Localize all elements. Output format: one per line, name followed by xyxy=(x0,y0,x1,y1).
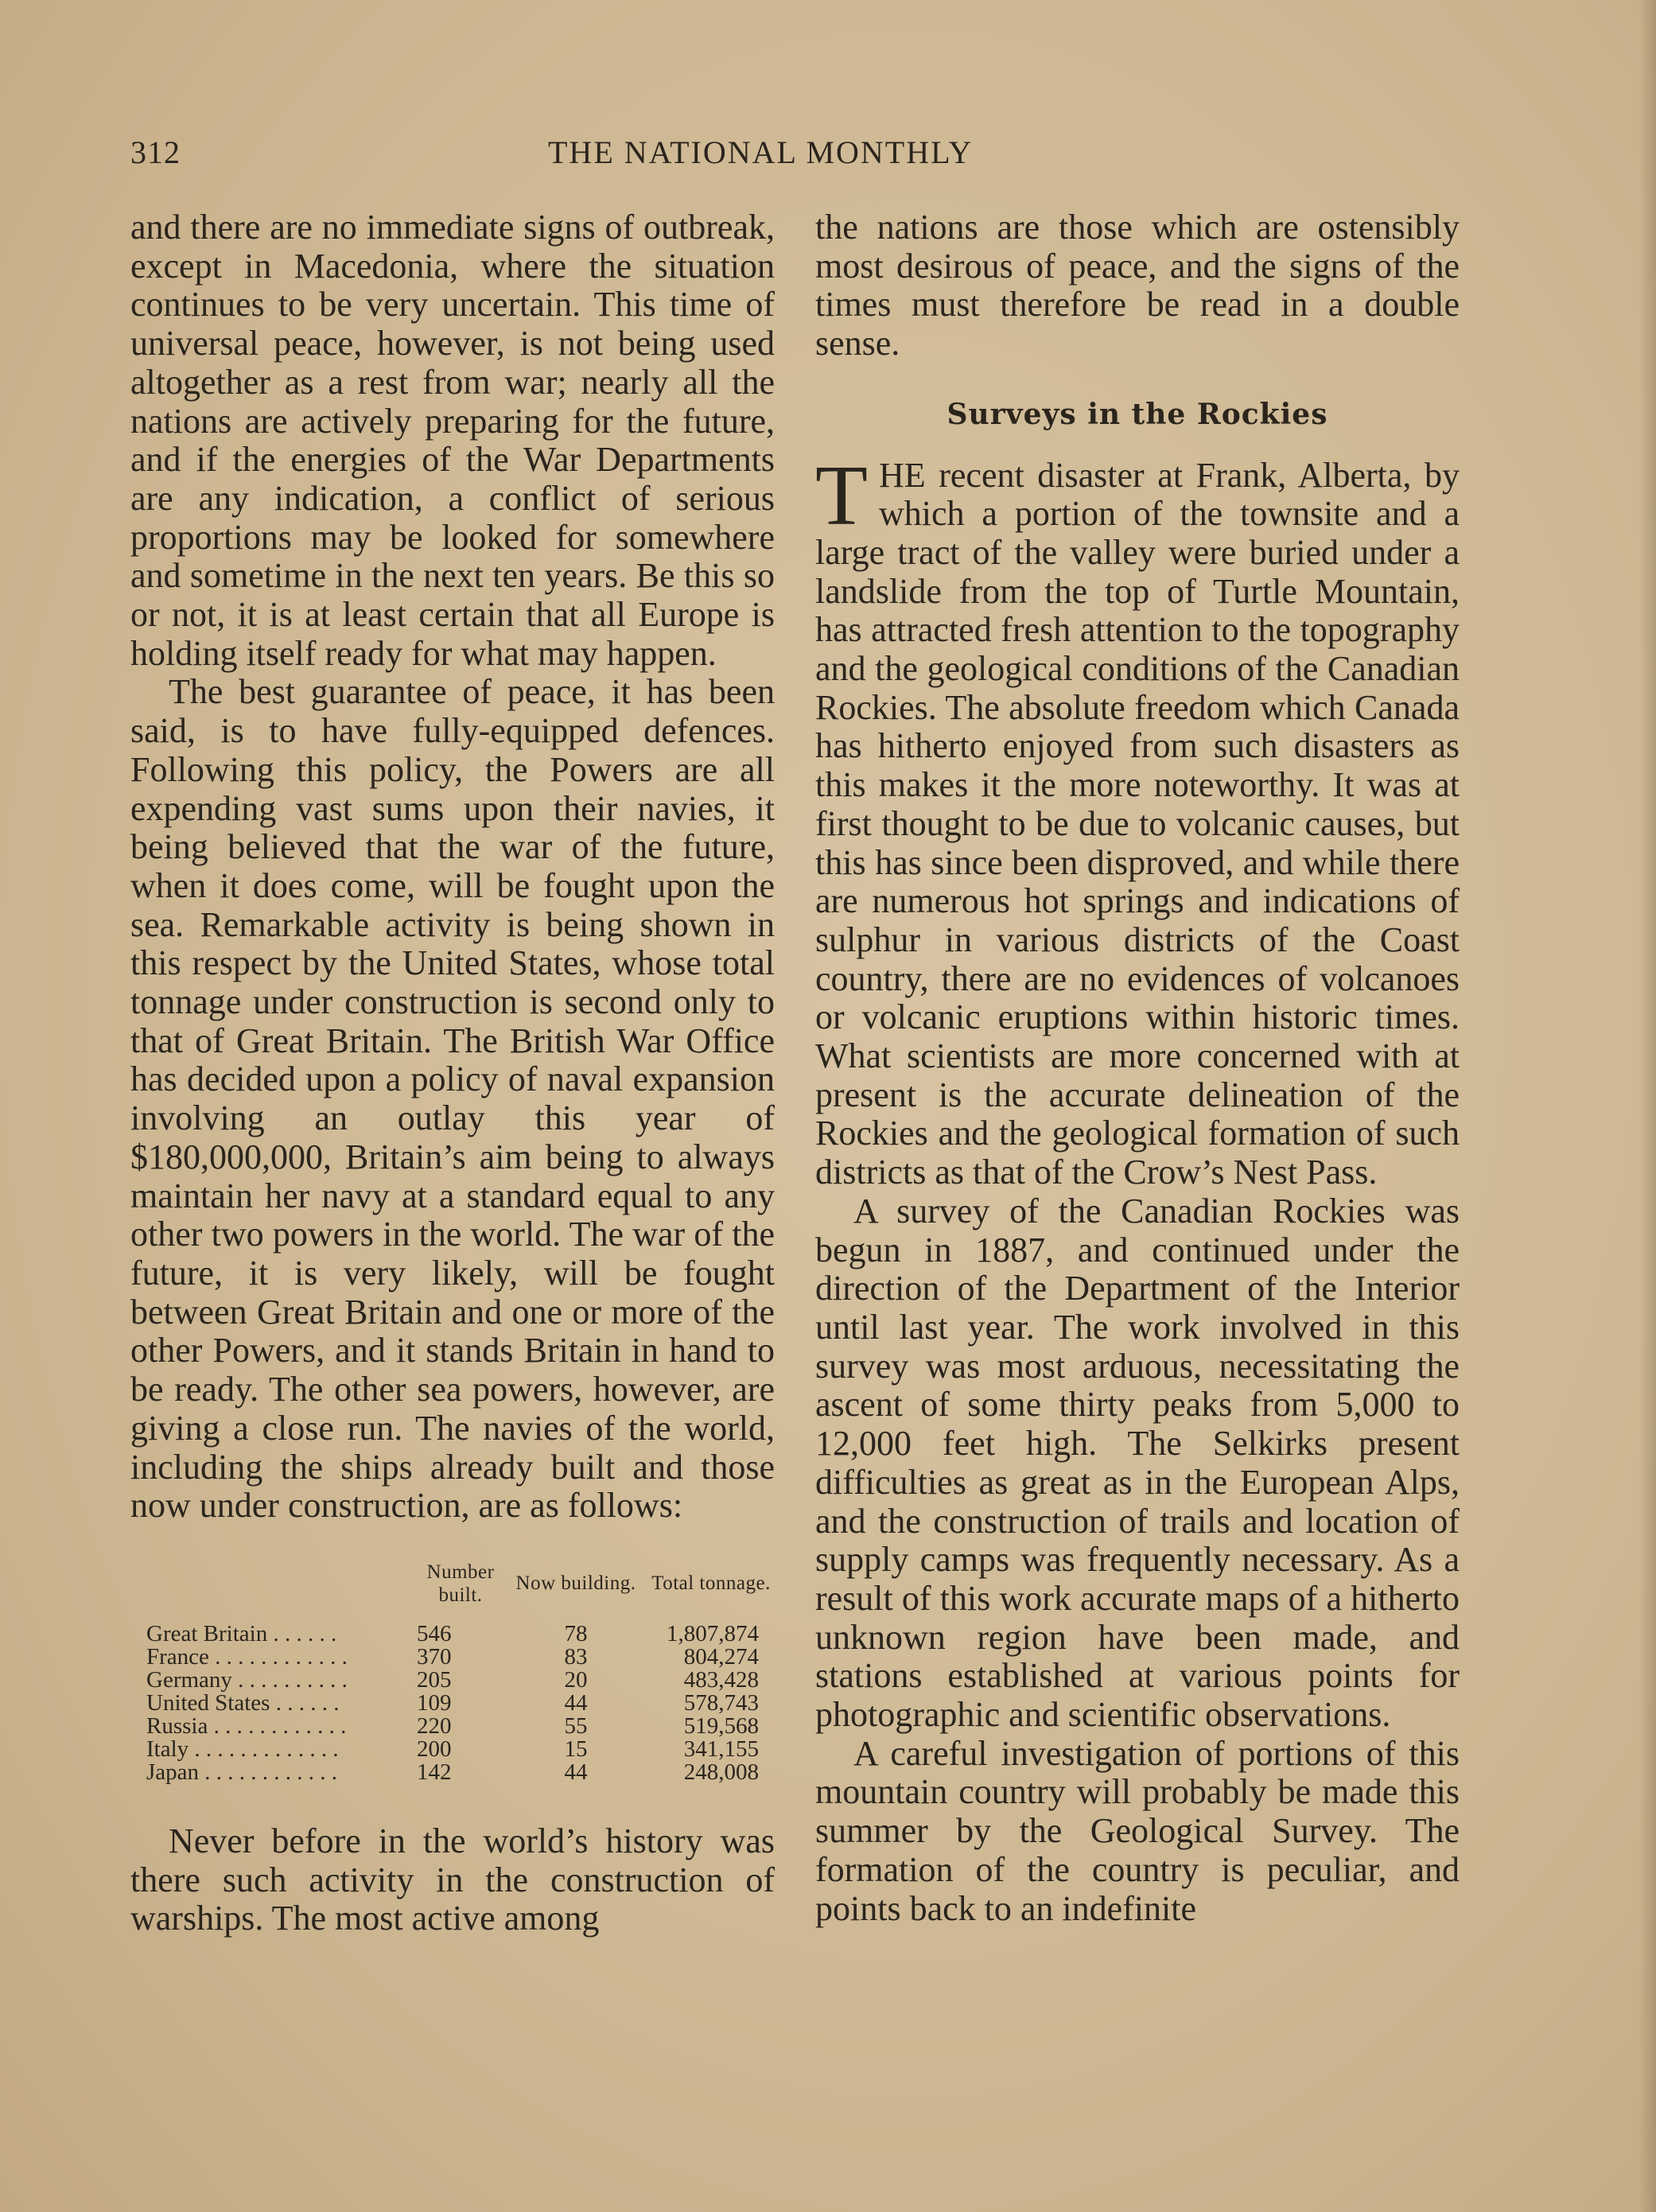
left-column xyxy=(130,208,775,1938)
total-cell: 578,743 xyxy=(683,1689,759,1716)
navies-table xyxy=(130,1561,775,1784)
paragraph-survey-of-rockies: A survey of the Canadian Rockies was begun in 1887, and continued under the direction of the Department of the Interior until last year. The work involved in this survey was most arduous, necessitating the ascent of some thirty peaks from 5,000 to 12,000 feet high. The Selkirks present difficulties as great as in the European Alps, and the construction of trails and location of supply camps was frequently necessary. As a result of this work accurate maps of a hitherto unknown region have been made, and stations established at various points for photographic and scientific observations. xyxy=(815,1191,1460,1735)
total-cell: 519,568 xyxy=(683,1712,759,1739)
built-cell: 109 xyxy=(417,1689,452,1716)
building-cell: 78 xyxy=(564,1620,588,1646)
section-heading-surveys: Surveys in the Rockies xyxy=(947,397,1328,431)
built-cell: 546 xyxy=(417,1620,452,1646)
built-cell: 200 xyxy=(417,1736,452,1762)
total-cell: 804,274 xyxy=(683,1643,759,1670)
table-row xyxy=(130,1761,775,1784)
total-cell: 248,008 xyxy=(683,1759,759,1785)
building-cell: 15 xyxy=(564,1736,588,1762)
table-row xyxy=(130,1646,775,1669)
built-cell: 220 xyxy=(417,1712,452,1739)
page-number: 312 xyxy=(130,134,181,170)
paragraph-never-before: Never before in the world’s history was there such activity in the construction of warships. The most active among xyxy=(130,1821,775,1938)
country-cell: Japan . . . . . . . . . . . . xyxy=(146,1759,338,1785)
table-header-row xyxy=(130,1561,775,1623)
page-edge-shadow xyxy=(1639,0,1656,2212)
paragraph-outbreak: and there are no immediate signs of outbreak, except in Macedonia, where the situation continues to be very uncertain. This time of universal peace, however, is not being used altogether as a rest from war; nearly all the nations are actively preparing for the future, and if the energies of the War Departments are any indication, a conflict of serious proportions may be looked for somewhere and sometime in the next ten years. Be this so or not, it is at least certain that all Europe is holding itself ready for what may happen. xyxy=(130,208,775,673)
paragraph-careful-investigation: A careful investigation of portions of this mountain country will probably be made this summer by the Geological Survey. The formation of the country is peculiar, and points back to an indefinite xyxy=(815,1733,1460,1928)
built-cell: 205 xyxy=(417,1666,452,1693)
table-header-building: Now building. xyxy=(515,1573,636,1595)
table-row xyxy=(130,1738,775,1761)
total-cell: 483,428 xyxy=(683,1666,759,1693)
paragraph-nations-desirous-of-peace: the nations are those which are ostensibly most desirous of peace, and the signs of the times must therefore be read in a double sense. xyxy=(815,208,1460,363)
country-cell: Germany . . . . . . . . . . xyxy=(146,1666,348,1693)
country-cell: United States . . . . . . xyxy=(146,1689,340,1716)
table-row xyxy=(130,1715,775,1738)
building-cell: 20 xyxy=(564,1666,588,1693)
table-row xyxy=(130,1669,775,1692)
total-cell: 341,155 xyxy=(683,1736,759,1762)
built-cell: 370 xyxy=(417,1643,452,1670)
table-header-built: Number built. xyxy=(426,1561,495,1606)
country-cell: Great Britain . . . . . . xyxy=(146,1620,337,1646)
building-cell: 83 xyxy=(564,1643,588,1670)
country-cell: Italy . . . . . . . . . . . . . xyxy=(146,1736,339,1762)
paragraph-guarantee-of-peace: The best guarantee of peace, it has been said, is to have fully-equipped defences. Following this policy, the Powers are all expending vast sums upon their navies, it being believed that the war of the future, when it does come, will be fought upon the sea. Remarkable activity is being shown in this respect by the United States, whose total tonnage under construction is second only to that of Great Britain. The British War Office has decided upon a policy of naval expansion involving an outlay this year of $180,000,000, Britain’s aim being to always maintain her navy at a standard equal to any other two powers in the world. The war of the future, it is very likely, will be fought between Great Britain and one or more of the other Powers, and it stands Britain in hand to be ready. The other sea powers, however, are giving a close run. The navies of the world, including the ships already built and those now under construction, are as follows: xyxy=(130,672,775,1526)
table-row xyxy=(130,1692,775,1715)
building-cell: 55 xyxy=(564,1712,588,1739)
paragraph-frank-disaster: THE recent disaster at Frank, Alberta, by which a portion of the townsite and a large tract of the valley were buried under a landslide from the top of Turtle Mountain, has attracted fresh attention to the topography and the geological conditions of the Canadian Rockies. The absolute freedom which Canada has hitherto enjoyed from such disasters as this makes it the more noteworthy. It was at first thought to be due to volcanic causes, but this has since been disproved, and while there are numerous hot springs and indications of sulphur in various districts of the Coast country, there are no evidences of volcanoes or volcanic eruptions within historic times. What scientists are more concerned with at present is the accurate delineation of the Rockies and the geological formation of such districts as that of the Crow’s Nest Pass. xyxy=(815,448,1460,1192)
page-header xyxy=(130,134,1467,181)
built-cell: 142 xyxy=(417,1759,452,1785)
country-cell: France . . . . . . . . . . . . xyxy=(146,1643,348,1670)
table-header-country xyxy=(130,1561,417,1623)
building-cell: 44 xyxy=(564,1689,588,1716)
country-cell: Russia . . . . . . . . . . . . xyxy=(146,1712,347,1739)
table-header-total: Total tonnage. xyxy=(651,1573,771,1595)
running-head: THE NATIONAL MONTHLY xyxy=(548,134,974,170)
right-column xyxy=(815,208,1460,1928)
building-cell: 44 xyxy=(564,1759,588,1785)
table-row xyxy=(130,1623,775,1646)
total-cell: 1,807,874 xyxy=(667,1620,759,1646)
